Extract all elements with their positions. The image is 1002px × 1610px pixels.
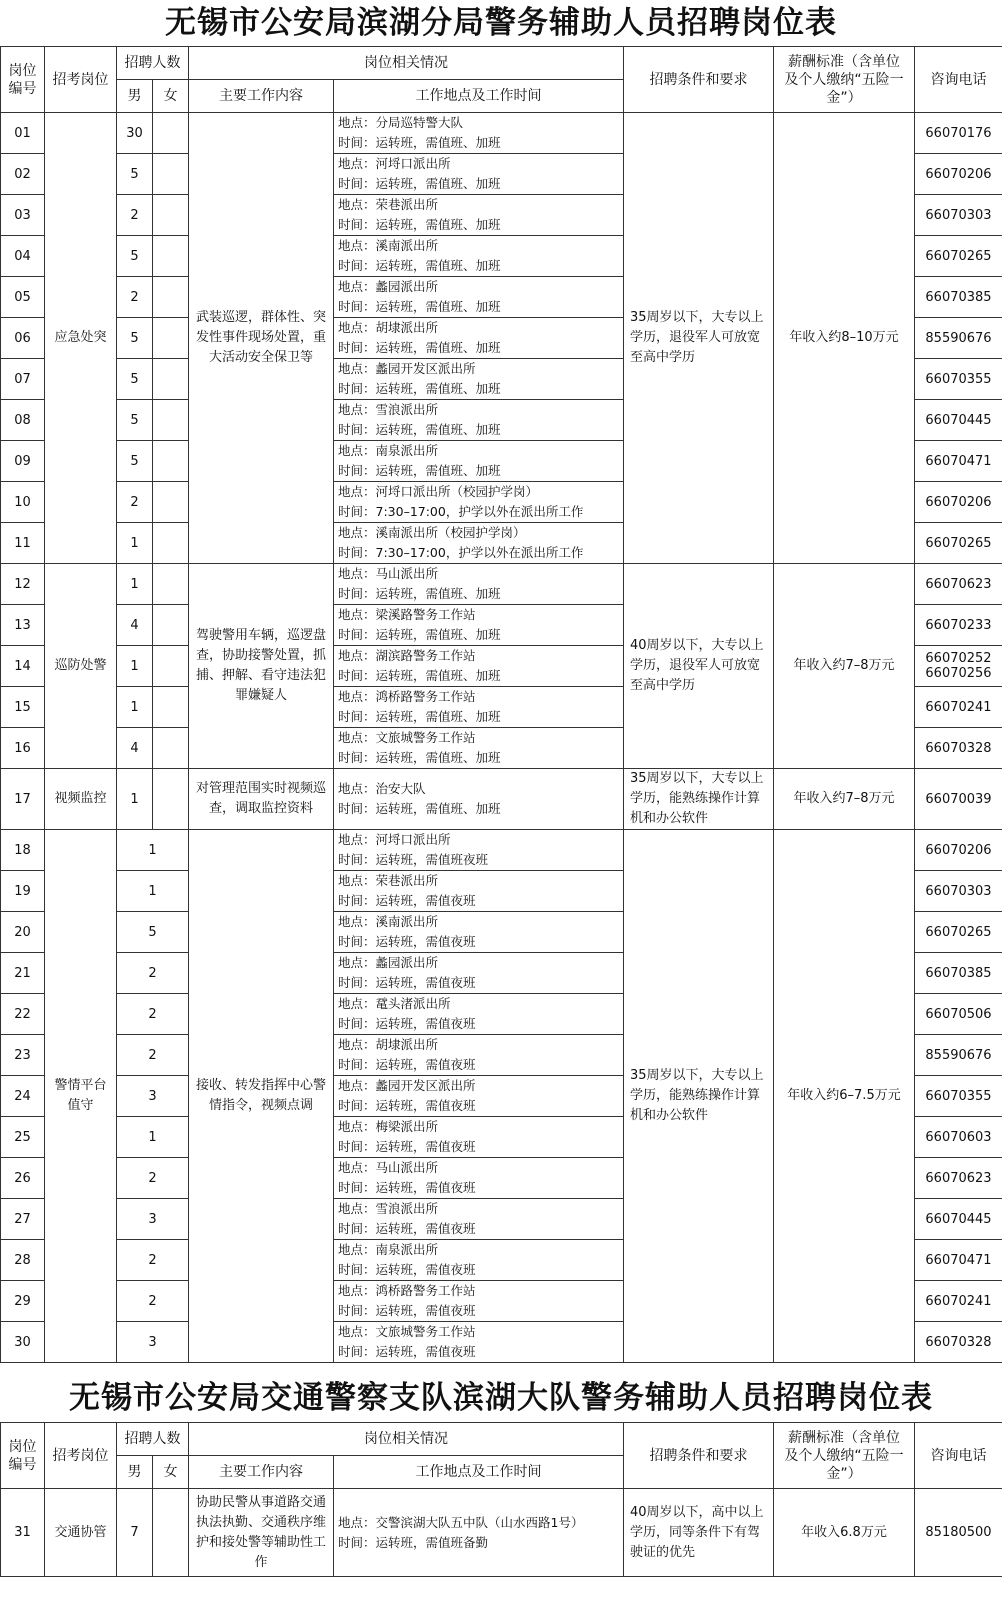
phone <box>915 1035 1002 1076</box>
time-text: 时间：运转班，需值夜班 <box>338 975 476 990</box>
location-time <box>334 769 624 830</box>
location-time <box>334 830 624 871</box>
location-time <box>334 871 624 912</box>
phone <box>915 994 1002 1035</box>
conditions: 35周岁以下，大专以上学历，能熟练操作计算机和办公软件 <box>624 830 774 1363</box>
time-text: 时间：7:30–17:00，护学以外在派出所工作 <box>338 504 584 519</box>
phone <box>915 1199 1002 1240</box>
female-count <box>153 687 189 728</box>
post-id: 18 <box>1 830 45 871</box>
location-time <box>334 1281 624 1322</box>
time-text: 时间：运转班，需值班、加班 <box>338 258 501 273</box>
location-text: 地点：溪南派出所 <box>338 238 439 253</box>
location-time <box>334 1322 624 1363</box>
header-salary: 薪酬标准（含单位及个人缴纳“五险一金”） <box>774 1423 915 1489</box>
location-text: 地点：湖滨路警务工作站 <box>338 648 476 663</box>
time-text: 时间：运转班，需值班、加班 <box>338 217 501 232</box>
phone <box>915 318 1002 359</box>
post-id: 07 <box>1 359 45 400</box>
time-text: 时间：运转班，需值班、加班 <box>338 135 501 150</box>
main-content: 对管理范围实时视频巡查，调取监控资料 <box>189 769 334 830</box>
location-time <box>334 441 624 482</box>
location-time <box>334 605 624 646</box>
female-count <box>153 441 189 482</box>
conditions: 40周岁以下，高中以上学历，同等条件下有驾驶证的优先 <box>624 1489 774 1577</box>
location-text: 地点：南泉派出所 <box>338 443 439 458</box>
recruit-count: 2 <box>117 1281 189 1322</box>
time-text: 时间：运转班，需值班、加班 <box>338 463 501 478</box>
male-count: 5 <box>117 359 153 400</box>
table2-title: 无锡市公安局交通警察支队滨湖大队警务辅助人员招聘岗位表 <box>69 1380 933 1416</box>
recruitment-table-1 <box>0 46 1002 1363</box>
main-content: 驾驶警用车辆，巡逻盘查，协助接警处置，抓捕、押解、看守违法犯罪嫌疑人 <box>189 564 334 769</box>
post-id: 28 <box>1 1240 45 1281</box>
location-time <box>334 1240 624 1281</box>
recruit-count: 2 <box>117 1240 189 1281</box>
header-content: 主要工作内容 <box>189 80 334 113</box>
location-time <box>334 912 624 953</box>
phone-number: 66070206 <box>925 494 992 510</box>
position-name: 警情平台值守 <box>45 830 117 1363</box>
time-text: 时间：运转班，需值班、加班 <box>338 668 501 683</box>
location-text: 地点：鸿桥路警务工作站 <box>338 689 476 704</box>
phone-number: 66070355 <box>925 371 992 387</box>
post-id: 08 <box>1 400 45 441</box>
phone <box>915 400 1002 441</box>
time-text: 时间：运转班，需值夜班 <box>338 1180 476 1195</box>
female-count <box>153 277 189 318</box>
post-id: 29 <box>1 1281 45 1322</box>
phone-number: 66070623 <box>925 576 992 592</box>
post-id: 03 <box>1 195 45 236</box>
time-text: 时间：运转班，需值班、加班 <box>338 586 501 601</box>
header-location: 工作地点及工作时间 <box>334 80 624 113</box>
male-count: 4 <box>117 605 153 646</box>
location-time <box>334 564 624 605</box>
phone <box>915 441 1002 482</box>
recruit-count: 1 <box>117 871 189 912</box>
salary: 年收入约8–10万元 <box>774 113 915 564</box>
salary: 年收入6.8万元 <box>774 1489 915 1577</box>
location-time <box>334 1117 624 1158</box>
recruit-count: 2 <box>117 953 189 994</box>
phone <box>915 564 1002 605</box>
header-phone: 咨询电话 <box>915 47 1002 113</box>
post-id: 05 <box>1 277 45 318</box>
location-time <box>334 1489 624 1577</box>
phone <box>915 1158 1002 1199</box>
location-text: 地点：雪浪派出所 <box>338 1201 439 1216</box>
phone-number: 66070506 <box>925 1006 992 1022</box>
time-text: 时间：运转班，需值班、加班 <box>338 299 501 314</box>
location-text: 地点：分局巡特警大队 <box>338 115 464 130</box>
phone <box>915 523 1002 564</box>
phone <box>915 154 1002 195</box>
phone <box>915 277 1002 318</box>
header-count: 招聘人数 <box>117 47 189 80</box>
phone <box>915 1076 1002 1117</box>
male-count: 5 <box>117 400 153 441</box>
phone <box>915 871 1002 912</box>
position-name: 应急处突 <box>45 113 117 564</box>
post-id: 26 <box>1 1158 45 1199</box>
post-id: 12 <box>1 564 45 605</box>
recruit-count: 2 <box>117 1158 189 1199</box>
post-id: 30 <box>1 1322 45 1363</box>
time-text: 时间：运转班，需值班、加班 <box>338 340 501 355</box>
time-text: 时间：运转班，需值班夜班 <box>338 852 489 867</box>
male-count: 1 <box>117 769 153 830</box>
location-text: 地点：交警滨湖大队五中队（山水西路1号） <box>338 1514 584 1530</box>
location-text: 地点：雪浪派出所 <box>338 402 439 417</box>
location-time <box>334 1035 624 1076</box>
phone-number: 66070265 <box>925 535 992 551</box>
post-id: 11 <box>1 523 45 564</box>
location-time <box>334 953 624 994</box>
time-text: 时间：运转班，需值夜班 <box>338 1057 476 1072</box>
location-time <box>334 687 624 728</box>
post-id: 06 <box>1 318 45 359</box>
header-position: 招考岗位 <box>45 1423 117 1489</box>
post-id: 21 <box>1 953 45 994</box>
phone <box>915 482 1002 523</box>
location-time <box>334 113 624 154</box>
header-female: 女 <box>153 80 189 113</box>
male-count: 5 <box>117 236 153 277</box>
phone-number: 66070328 <box>925 740 992 756</box>
header-count: 招聘人数 <box>117 1423 189 1456</box>
location-text: 地点：梁溪路警务工作站 <box>338 607 476 622</box>
location-text: 地点：治安大队 <box>338 781 426 796</box>
phone-number: 66070176 <box>925 125 992 141</box>
phone-number: 66070471 <box>925 1252 992 1268</box>
location-text: 地点：胡埭派出所 <box>338 1037 439 1052</box>
female-count <box>153 564 189 605</box>
male-count: 1 <box>117 646 153 687</box>
post-id: 17 <box>1 769 45 830</box>
phone-number: 66070265 <box>925 248 992 264</box>
conditions: 35周岁以下，大专以上学历，能熟练操作计算机和办公软件 <box>624 769 774 830</box>
location-time <box>334 482 624 523</box>
location-time <box>334 195 624 236</box>
table-row <box>1 769 1002 830</box>
phone-number: 66070445 <box>925 1211 992 1227</box>
phone <box>915 195 1002 236</box>
header-id: 岗位编号 <box>1 1423 45 1489</box>
phone <box>915 1117 1002 1158</box>
location-time <box>334 646 624 687</box>
phone <box>915 912 1002 953</box>
female-count <box>153 1489 189 1577</box>
phone <box>915 236 1002 277</box>
female-count <box>153 318 189 359</box>
phone-number: 66070233 <box>925 617 992 633</box>
phone-number: 66070303 <box>925 207 992 223</box>
phone-number: 66070355 <box>925 1088 992 1104</box>
location-text: 地点：溪南派出所（校园护学岗） <box>338 525 526 540</box>
phone-number: 85590676 <box>925 1047 992 1063</box>
header-row <box>1 1423 1002 1456</box>
location-text: 地点：荣巷派出所 <box>338 197 439 212</box>
phone <box>915 687 1002 728</box>
header-female: 女 <box>153 1456 189 1489</box>
location-time <box>334 318 624 359</box>
location-time <box>334 728 624 769</box>
time-text: 时间：运转班，需值班备勤 <box>338 1534 489 1550</box>
phone-number: 66070206 <box>925 842 992 858</box>
time-text: 时间：运转班，需值班、加班 <box>338 627 501 642</box>
post-id: 02 <box>1 154 45 195</box>
location-text: 地点：文旅城警务工作站 <box>338 1324 476 1339</box>
location-time <box>334 277 624 318</box>
header-male: 男 <box>117 80 153 113</box>
post-id: 10 <box>1 482 45 523</box>
post-id: 14 <box>1 646 45 687</box>
table1-title: 无锡市公安局滨湖分局警务辅助人员招聘岗位表 <box>165 5 837 41</box>
location-text: 地点：南泉派出所 <box>338 1242 439 1257</box>
header-phone: 咨询电话 <box>915 1423 1002 1489</box>
header-content: 主要工作内容 <box>189 1456 334 1489</box>
salary: 年收入约7–8万元 <box>774 769 915 830</box>
phone-number: 66070623 <box>925 1170 992 1186</box>
location-text: 地点：河埒口派出所 <box>338 832 451 847</box>
recruit-count: 2 <box>117 1035 189 1076</box>
header-location: 工作地点及工作时间 <box>334 1456 624 1489</box>
time-text: 时间：运转班，需值夜班 <box>338 934 476 949</box>
location-time <box>334 359 624 400</box>
header-salary: 薪酬标准（含单位及个人缴纳“五险一金”） <box>774 47 915 113</box>
location-time <box>334 154 624 195</box>
location-text: 地点：蠡园派出所 <box>338 279 439 294</box>
post-id: 13 <box>1 605 45 646</box>
post-id: 24 <box>1 1076 45 1117</box>
male-count: 2 <box>117 195 153 236</box>
location-text: 地点：河埒口派出所（校园护学岗） <box>338 484 539 499</box>
female-count <box>153 195 189 236</box>
male-count: 30 <box>117 113 153 154</box>
header-position: 招考岗位 <box>45 47 117 113</box>
post-id: 16 <box>1 728 45 769</box>
recruit-count: 2 <box>117 994 189 1035</box>
time-text: 时间：运转班，需值夜班 <box>338 1344 476 1359</box>
header-male: 男 <box>117 1456 153 1489</box>
phone <box>915 1240 1002 1281</box>
recruitment-table-2 <box>0 1422 1002 1577</box>
header-related: 岗位相关情况 <box>189 47 624 80</box>
time-text: 时间：7:30–17:00，护学以外在派出所工作 <box>338 545 584 560</box>
male-count: 2 <box>117 277 153 318</box>
position-name: 交通协管 <box>45 1489 117 1577</box>
phone <box>915 113 1002 154</box>
post-id: 09 <box>1 441 45 482</box>
time-text: 时间：运转班，需值夜班 <box>338 1262 476 1277</box>
post-id: 31 <box>1 1489 45 1577</box>
recruit-count: 1 <box>117 830 189 871</box>
phone-number: 66070206 <box>925 166 992 182</box>
phone-number: 66070471 <box>925 453 992 469</box>
phone-number: 66070241 <box>925 699 992 715</box>
location-text: 地点：鸿桥路警务工作站 <box>338 1283 476 1298</box>
phone-number: 66070241 <box>925 1293 992 1309</box>
time-text: 时间：运转班，需值夜班 <box>338 1016 476 1031</box>
post-id: 22 <box>1 994 45 1035</box>
phone-number: 66070603 <box>925 1129 992 1145</box>
salary: 年收入约7–8万元 <box>774 564 915 769</box>
phone <box>915 953 1002 994</box>
phone <box>915 646 1002 687</box>
time-text: 时间：运转班，需值夜班 <box>338 1221 476 1236</box>
location-text: 地点：蠡园开发区派出所 <box>338 1078 476 1093</box>
recruit-count: 3 <box>117 1199 189 1240</box>
header-id: 岗位编号 <box>1 47 45 113</box>
time-text: 时间：运转班，需值班、加班 <box>338 750 501 765</box>
time-text: 时间：运转班，需值班、加班 <box>338 381 501 396</box>
header-conditions: 招聘条件和要求 <box>624 1423 774 1489</box>
time-text: 时间：运转班，需值夜班 <box>338 1303 476 1318</box>
time-text: 时间：运转班，需值班、加班 <box>338 801 501 816</box>
conditions: 40周岁以下，大专以上学历，退役军人可放宽至高中学历 <box>624 564 774 769</box>
phone-number: 66070328 <box>925 1334 992 1350</box>
male-count: 4 <box>117 728 153 769</box>
phone-number: 85590676 <box>925 330 992 346</box>
time-text: 时间：运转班，需值班、加班 <box>338 176 501 191</box>
location-text: 地点：梅梁派出所 <box>338 1119 439 1134</box>
phone <box>915 359 1002 400</box>
location-text: 地点：胡埭派出所 <box>338 320 439 335</box>
recruit-count: 3 <box>117 1076 189 1117</box>
phone-number: 66070385 <box>925 965 992 981</box>
phone <box>915 605 1002 646</box>
time-text: 时间：运转班，需值夜班 <box>338 893 476 908</box>
recruit-count: 5 <box>117 912 189 953</box>
main-content: 接收、转发指挥中心警情指令，视频点调 <box>189 830 334 1363</box>
post-id: 01 <box>1 113 45 154</box>
female-count <box>153 113 189 154</box>
location-text: 地点：鼋头渚派出所 <box>338 996 451 1011</box>
phone <box>915 728 1002 769</box>
male-count: 2 <box>117 482 153 523</box>
table-row <box>1 1489 1002 1577</box>
male-count: 5 <box>117 154 153 195</box>
male-count: 7 <box>117 1489 153 1577</box>
location-text: 地点：马山派出所 <box>338 566 439 581</box>
phone-number: 66070252 <box>925 651 992 666</box>
header-row <box>1 47 1002 80</box>
location-text: 地点：河埒口派出所 <box>338 156 451 171</box>
phone <box>915 830 1002 871</box>
header-related: 岗位相关情况 <box>189 1423 624 1456</box>
female-count <box>153 769 189 830</box>
location-time <box>334 236 624 277</box>
post-id: 27 <box>1 1199 45 1240</box>
phone-number: 66070385 <box>925 289 992 305</box>
main-content: 协助民警从事道路交通执法执勤、交通秩序维护和接处警等辅助性工作 <box>189 1489 334 1577</box>
post-id: 23 <box>1 1035 45 1076</box>
time-text: 时间：运转班，需值夜班 <box>338 1098 476 1113</box>
location-text: 地点：蠡园派出所 <box>338 955 439 970</box>
phone <box>915 1322 1002 1363</box>
location-time <box>334 1158 624 1199</box>
location-text: 地点：文旅城警务工作站 <box>338 730 476 745</box>
time-text: 时间：运转班，需值夜班 <box>338 1139 476 1154</box>
table-row <box>1 564 1002 605</box>
header-conditions: 招聘条件和要求 <box>624 47 774 113</box>
post-id: 04 <box>1 236 45 277</box>
female-count <box>153 359 189 400</box>
post-id: 15 <box>1 687 45 728</box>
table-row <box>1 113 1002 154</box>
phone-number: 66070265 <box>925 924 992 940</box>
location-text: 地点：溪南派出所 <box>338 914 439 929</box>
male-count: 1 <box>117 564 153 605</box>
post-id: 19 <box>1 871 45 912</box>
female-count <box>153 728 189 769</box>
position-name: 视频监控 <box>45 769 117 830</box>
table-row <box>1 830 1002 871</box>
location-text: 地点：荣巷派出所 <box>338 873 439 888</box>
female-count <box>153 605 189 646</box>
time-text: 时间：运转班，需值班、加班 <box>338 422 501 437</box>
phone-number: 66070445 <box>925 412 992 428</box>
phone-number: 66070303 <box>925 883 992 899</box>
post-id: 25 <box>1 1117 45 1158</box>
salary: 年收入约6–7.5万元 <box>774 830 915 1363</box>
phone-number-2: 66070256 <box>925 666 992 681</box>
female-count <box>153 482 189 523</box>
male-count: 5 <box>117 441 153 482</box>
location-text: 地点：蠡园开发区派出所 <box>338 361 476 376</box>
phone <box>915 769 1002 830</box>
location-time <box>334 523 624 564</box>
male-count: 1 <box>117 523 153 564</box>
phone: 85180500 <box>915 1489 1002 1577</box>
male-count: 5 <box>117 318 153 359</box>
conditions: 35周岁以下，大专以上学历，退役军人可放宽至高中学历 <box>624 113 774 564</box>
main-content: 武装巡逻，群体性、突发性事件现场处置，重大活动安全保卫等 <box>189 113 334 564</box>
time-text: 时间：运转班，需值班、加班 <box>338 709 501 724</box>
phone <box>915 1281 1002 1322</box>
recruit-count: 1 <box>117 1117 189 1158</box>
female-count <box>153 400 189 441</box>
location-time <box>334 994 624 1035</box>
phone-number: 66070039 <box>925 791 992 807</box>
female-count <box>153 646 189 687</box>
location-time <box>334 400 624 441</box>
female-count <box>153 236 189 277</box>
position-name: 巡防处警 <box>45 564 117 769</box>
post-id: 20 <box>1 912 45 953</box>
location-text: 地点：马山派出所 <box>338 1160 439 1175</box>
male-count: 1 <box>117 687 153 728</box>
female-count <box>153 154 189 195</box>
location-time <box>334 1199 624 1240</box>
recruit-count: 3 <box>117 1322 189 1363</box>
female-count <box>153 523 189 564</box>
location-time <box>334 1076 624 1117</box>
